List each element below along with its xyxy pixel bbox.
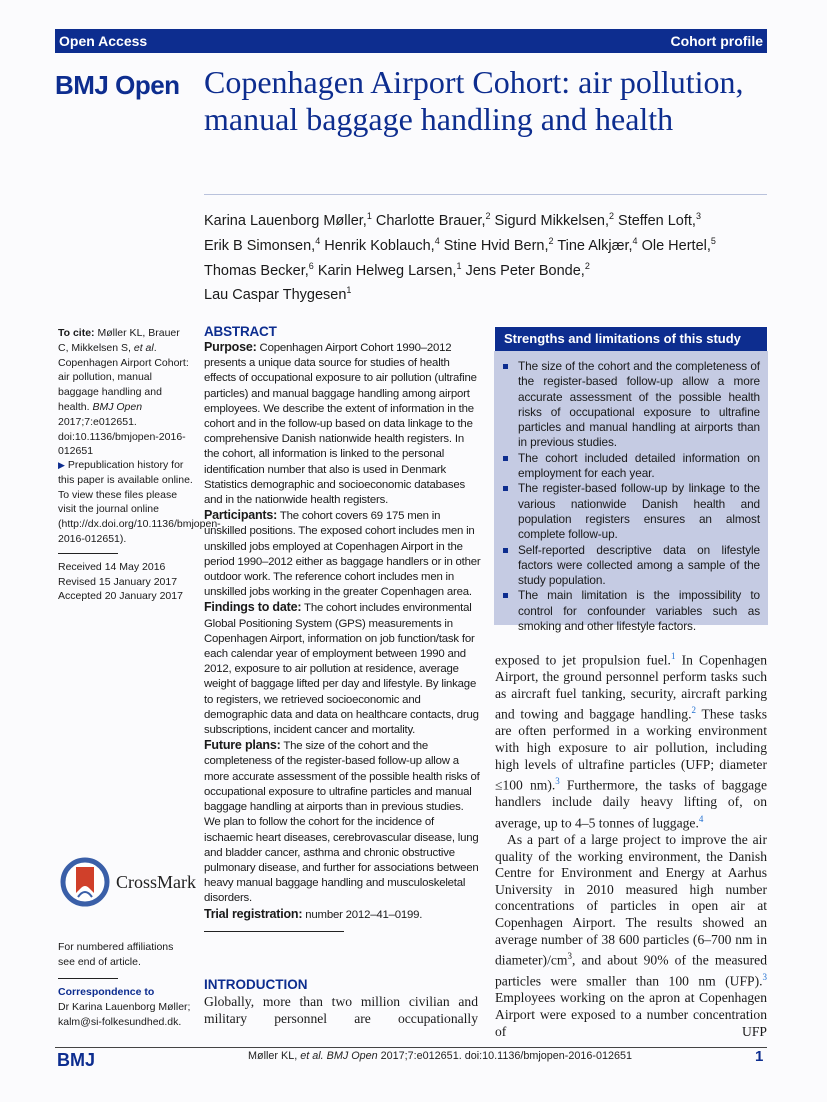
affiliation-number: 2 (608, 211, 614, 221)
list-item: The cohort included detailed information on employment for each year. (518, 450, 760, 481)
open-access-label: Open Access (59, 33, 148, 49)
box-heading: Strengths and limitations of this study (494, 326, 768, 351)
footer-citation (248, 1050, 632, 1062)
text: , and about 90% of the measured particles were smaller than 100 nm (UFP). (495, 952, 767, 989)
article-type-label: Cohort profile (670, 33, 763, 49)
section-text: The cohort covers 69 175 men in unskilled positions. The exposed cohort includes men in unskilled jobs employed at Copenhagen Airport in the period 1990–2012 either as baggage handlers or in other outdoor work. The reference cohort includes men in unskilled jobs working in the greater Copenhagen area. (204, 510, 481, 599)
author: Henrik Koblauch, (324, 237, 435, 254)
abstract-section (204, 508, 482, 600)
text: Employees working on the apron at Copenhagen Airport were exposed to a number concentration of UFP (495, 990, 767, 1039)
text: As a part of a large project to improve the air quality of the working environment, the Danish Centre for Environment and Energy at Aarhus University in 2010 measured high number concentrations of particles in open air at Copenhagen Airport. The results showed an average number of 38 600 particles (6–700 nm in diameter)/cm (495, 832, 767, 968)
affiliation-number: 1 (346, 285, 352, 296)
affiliation-number: 4 (434, 235, 440, 246)
text: BMJ Open (323, 1050, 378, 1062)
affiliation-number: 1 (456, 260, 462, 271)
citation-block (58, 326, 193, 459)
affiliation-number: 3 (695, 211, 701, 221)
section-label: Purpose: (204, 340, 257, 354)
author: Charlotte Brauer, (375, 212, 486, 229)
author: Thomas Becker, (204, 262, 309, 279)
text: Furthermore, the tasks of baggage handlers include daily heavy lifting of, on average, up to 4–5 tonnes of luggage. (495, 777, 767, 831)
affiliation-number: 2 (485, 211, 491, 221)
cite-doi[interactable]: 2017;7:e012651. doi:10.1136/bmjopen-2016-012651 (58, 415, 186, 458)
author: Erik B Simonsen, (204, 237, 316, 254)
author: Stine Hvid Bern, (443, 237, 549, 254)
correspondence-block (58, 978, 193, 1029)
section-text: The size of the cohort and the completeness of the register-based follow-up allow a more accurate assessment of the possible health risks of occupational exposure to ultrafine particles and manual baggage handling at airports than in previous studies. We plan to follow the cohort for the incidence of ischaemic heart diseases, cerebrovascular disease, lung and bladder cancer, asthma and chronic obstructive pulmonary disease, and further for associations between heavy manual baggage handling and musculoskeletal disorders. (204, 740, 480, 905)
header-band (55, 29, 767, 53)
divider (58, 978, 118, 979)
abstract (204, 324, 482, 932)
crossmark-badge[interactable] (60, 857, 196, 907)
text: In Copenhagen Airport, the ground personnel perform tasks such as aircraft fuel tanking, security, aircraft parking and towing and baggage handling. (495, 652, 768, 722)
reference-link[interactable]: 2 (691, 705, 696, 716)
text: exposed to jet propulsion fuel. (495, 652, 671, 668)
cite-label: To cite: (58, 327, 95, 339)
introduction (204, 977, 478, 1027)
strengths-limitations-box (494, 326, 768, 634)
journal-logo: BMJ Open (55, 70, 180, 100)
divider (58, 553, 118, 554)
author: Steffen Loft, (618, 212, 696, 229)
list-item: The register-based follow-up by linkage to the various nationwide Danish health and population registers ensures an almost complete follow-up. (518, 481, 760, 542)
accepted-date: Accepted 20 January 2017 (58, 590, 183, 603)
arrow-right-icon: ▶ (58, 460, 65, 470)
affiliation-number: 5 (710, 235, 716, 246)
correspondence-label: Correspondence to (58, 986, 155, 998)
section-text: number 2012–41–0199. (302, 908, 423, 921)
author: Tine Alkjær, (557, 237, 633, 254)
affiliation-number: 6 (308, 260, 314, 271)
prepub-note (58, 458, 221, 604)
affiliation-number: 2 (548, 235, 554, 246)
page-number: 1 (755, 1048, 764, 1065)
section-label: Future plans: (204, 738, 281, 753)
reference-link[interactable]: 3 (555, 776, 560, 787)
text: et al. (300, 1050, 324, 1062)
revised-date: Revised 15 January 2017 (58, 575, 178, 588)
affiliation-number: 4 (315, 235, 321, 246)
cite-text: Møller KL, Brauer C, Mikkelsen S, (58, 327, 180, 354)
author: Karin Helweg Larsen, (317, 262, 457, 279)
reference-link[interactable]: 3 (762, 972, 767, 983)
text: Møller KL, (248, 1050, 301, 1062)
cite-text: . Copenhagen Airport Cohort: air pollution, manual baggage handling and health. (58, 341, 189, 413)
divider (204, 931, 344, 932)
affiliation-number: 2 (584, 260, 590, 271)
list-item: The size of the cohort and the completeness of the register-based follow-up allow a more accurate assessment of the possible health risks of occupational exposure to ultrafine particles and manual handling at airports than in previous studies. (518, 359, 760, 450)
introduction-heading: INTRODUCTION (204, 977, 308, 992)
cite-journal: BMJ Open (92, 400, 143, 413)
text: These tasks are often performed in a working environment with high exposure to air pollution, including high levels of ultrafine particles (UFP; diameter ≤100 nm). (495, 706, 767, 793)
article-title: Copenhagen Airport Cohort: air pollution, manual baggage handling and health (204, 64, 744, 137)
author: Ole Hertel, (641, 237, 711, 254)
abstract-section (204, 600, 482, 738)
intro-paragraph (495, 648, 767, 832)
received-date: Received 14 May 2016 (58, 560, 166, 573)
abstract-section (204, 738, 482, 906)
author-list (204, 206, 774, 305)
text: 2017;7:e012651. doi:10.1136/bmjopen-2016-012651 (377, 1050, 632, 1062)
section-label: Trial registration: (204, 906, 303, 921)
correspondence-text[interactable]: Dr Karina Lauenborg Møller; kalm@si-folkesundhed.dk. (58, 1000, 191, 1028)
reference-link[interactable]: 1 (670, 651, 676, 661)
reference-link[interactable]: 4 (698, 813, 704, 824)
strengths-list (494, 359, 768, 634)
cite-etal: et al (133, 341, 154, 354)
author: Sigurd Mikkelsen, (494, 212, 609, 229)
intro-paragraph: Globally, more than two million civilian and military personnel are occupationally (204, 994, 478, 1026)
title-divider (204, 194, 767, 195)
list-item: Self-reported descriptive data on lifestyle factors were collected among a sample of the study population. (518, 542, 760, 588)
intro-paragraph (495, 832, 767, 1040)
superscript: 3 (567, 951, 572, 962)
author: Karina Lauenborg Møller, (204, 212, 367, 229)
affiliation-number: 4 (632, 235, 638, 246)
prepub-text[interactable]: Prepublication history for this paper is available online. To view these files please visit the journal online (http://dx.doi.org/10.1136/bmjopen-2016-012651). (58, 459, 221, 545)
author: Jens Peter Bonde, (465, 262, 585, 279)
footer-divider (55, 1047, 767, 1048)
author: Lau Caspar Thygesen (204, 287, 347, 304)
abstract-section (204, 907, 482, 923)
abstract-heading: ABSTRACT (204, 324, 277, 339)
bmj-logo: BMJ (57, 1050, 96, 1070)
section-text: The cohort includes environmental Global Positioning System (GPS) measurements in Copenhagen Airport, information on job function/task for each calendar year of employment between 1990 and 2012, exposure to air pollution at residence, average weight of baggage lifted per day and lifestyle. By linkage to registers, we retrieved socioeconomic and demographic data and data on healthcare contacts, drug subscriptions, incident cancer and mortality. (204, 602, 479, 737)
affiliations-note: For numbered affiliations see end of article. (58, 941, 174, 968)
section-label: Findings to date: (204, 600, 302, 615)
affiliation-number: 1 (366, 211, 372, 221)
section-text: Copenhagen Airport Cohort 1990–2012 presents a unique data source for studies of health effects of occupational exposure to air pollution (ultrafine particles) and manual baggage handling among airport employees. We describe the extent of information in the cohort and in the follow-up based on data linkage to the comprehensive Danish nationwide health registers. In the cohort, all information is linked to the personal identification number that also is used in Denmark Statistics demographic and socioeconomic databases and in the nationwide health registers. (204, 342, 477, 507)
section-label: Participants: (204, 508, 278, 523)
body-column-2 (495, 648, 767, 1040)
list-item: The main limitation is the impossibility to control for confounder variables such as smoking and other lifestyle factors. (518, 588, 760, 634)
abstract-section (204, 340, 482, 508)
crossmark-icon (60, 857, 110, 907)
crossmark-label: CrossMark (116, 871, 196, 892)
